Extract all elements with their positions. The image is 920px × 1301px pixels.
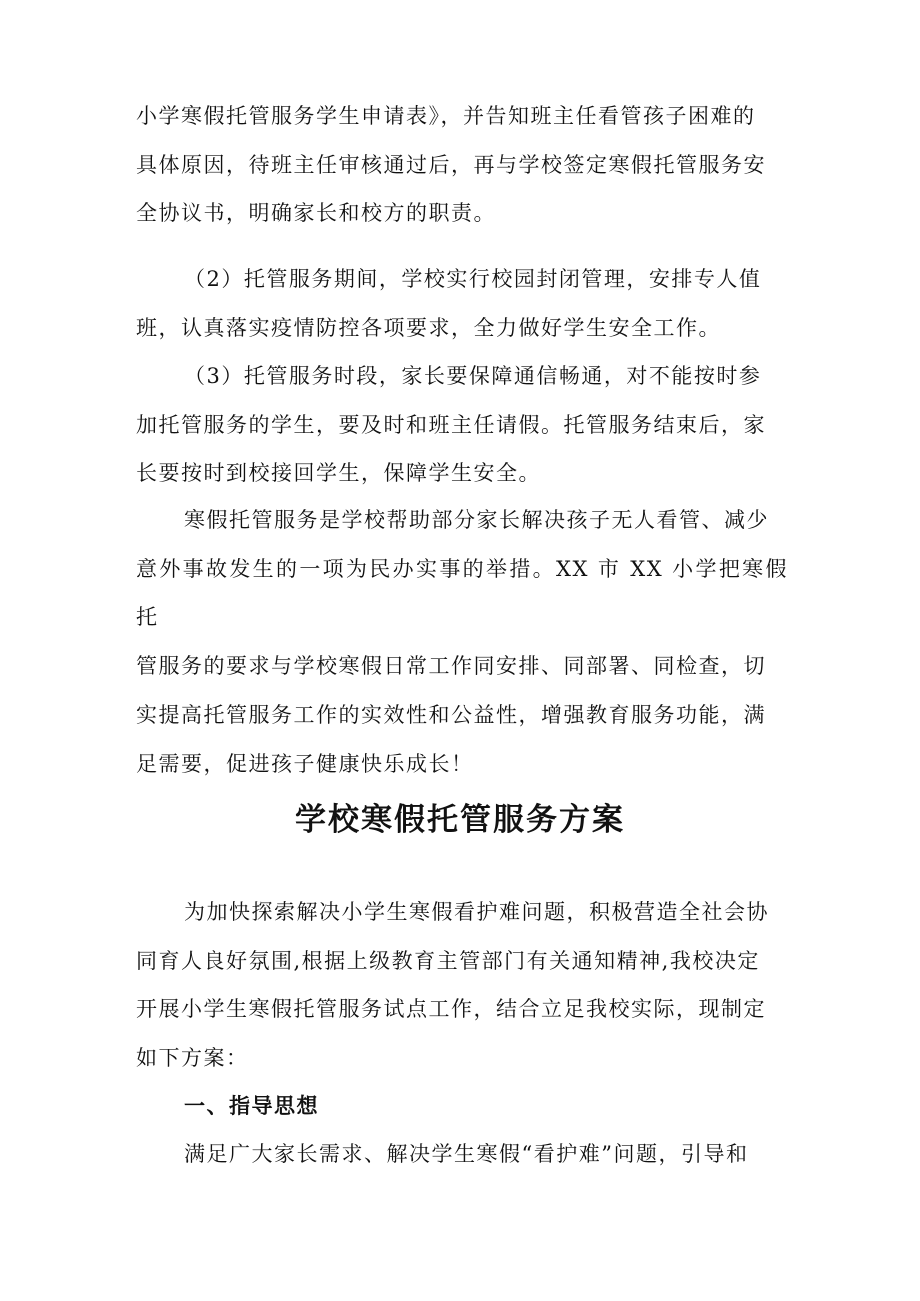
summary-paragraph <box>136 496 788 788</box>
paragraph-line: 如下方案： <box>136 1046 249 1071</box>
continued-paragraph <box>136 92 788 238</box>
paragraph-line: 满足广大家长需求、解决学生寒假“看护难”问题，引导和 <box>184 1142 749 1166</box>
paragraph-line: 寒假托管服务是学校帮助部分家长解决孩子无人看管、减少 <box>184 508 769 532</box>
paragraph-line: 实提高托管服务工作的实效性和公益性，增强教育服务功能，满 <box>136 702 766 727</box>
paragraph-line: 长要按时到校接回学生，保障学生安全。 <box>136 461 541 486</box>
paragraph-line: 为加快探索解决小学生寒假看护难问题，积极营造全社会协 <box>184 900 769 924</box>
paragraph-line: 同育人良好氛围,根据上级教育主管部门有关通知精神,我校决定 <box>136 948 760 973</box>
paragraph-line: 意外事故发生的一项为民办实事的举措。XX 市 XX 小学把寒假托 <box>136 556 788 630</box>
paragraph-line: 全协议书，明确家长和校方的职责。 <box>136 201 496 226</box>
intro-paragraph <box>136 888 788 1083</box>
paragraph-line: 具体原因，待班主任审核通过后，再与学校签定寒假托管服务安 <box>136 152 766 177</box>
item-2-paragraph <box>136 255 788 352</box>
paragraph-line: 小学寒假托管服务学生申请表》，并告知班主任看管孩子困难的 <box>136 104 756 128</box>
paragraph-line: 加托管服务的学生，要及时和班主任请假。托管服务结束后，家 <box>136 412 766 437</box>
section-heading: 一、指导思想 <box>184 1094 319 1118</box>
section1-paragraph <box>136 1130 788 1179</box>
paragraph-line: 开展小学生寒假托管服务试点工作，结合立足我校实际，现制定 <box>136 997 766 1022</box>
paragraph-line: （2）托管服务期间，学校实行校园封闭管理，安排专人值 <box>184 267 762 291</box>
document-title: 学校寒假托管服务方案 <box>295 802 625 838</box>
paragraph-line: （3）托管服务时段，家长要保障通信畅通，对不能按时参 <box>184 364 762 388</box>
paragraph-line: 足需要，促进孩子健康快乐成长！ <box>136 751 474 776</box>
paragraph-line: 管服务的要求与学校寒假日常工作同安排、同部署、同检查，切 <box>136 654 766 679</box>
item-3-paragraph <box>136 352 788 498</box>
paragraph-line: 班，认真落实疫情防控各项要求，全力做好学生安全工作。 <box>136 315 721 340</box>
